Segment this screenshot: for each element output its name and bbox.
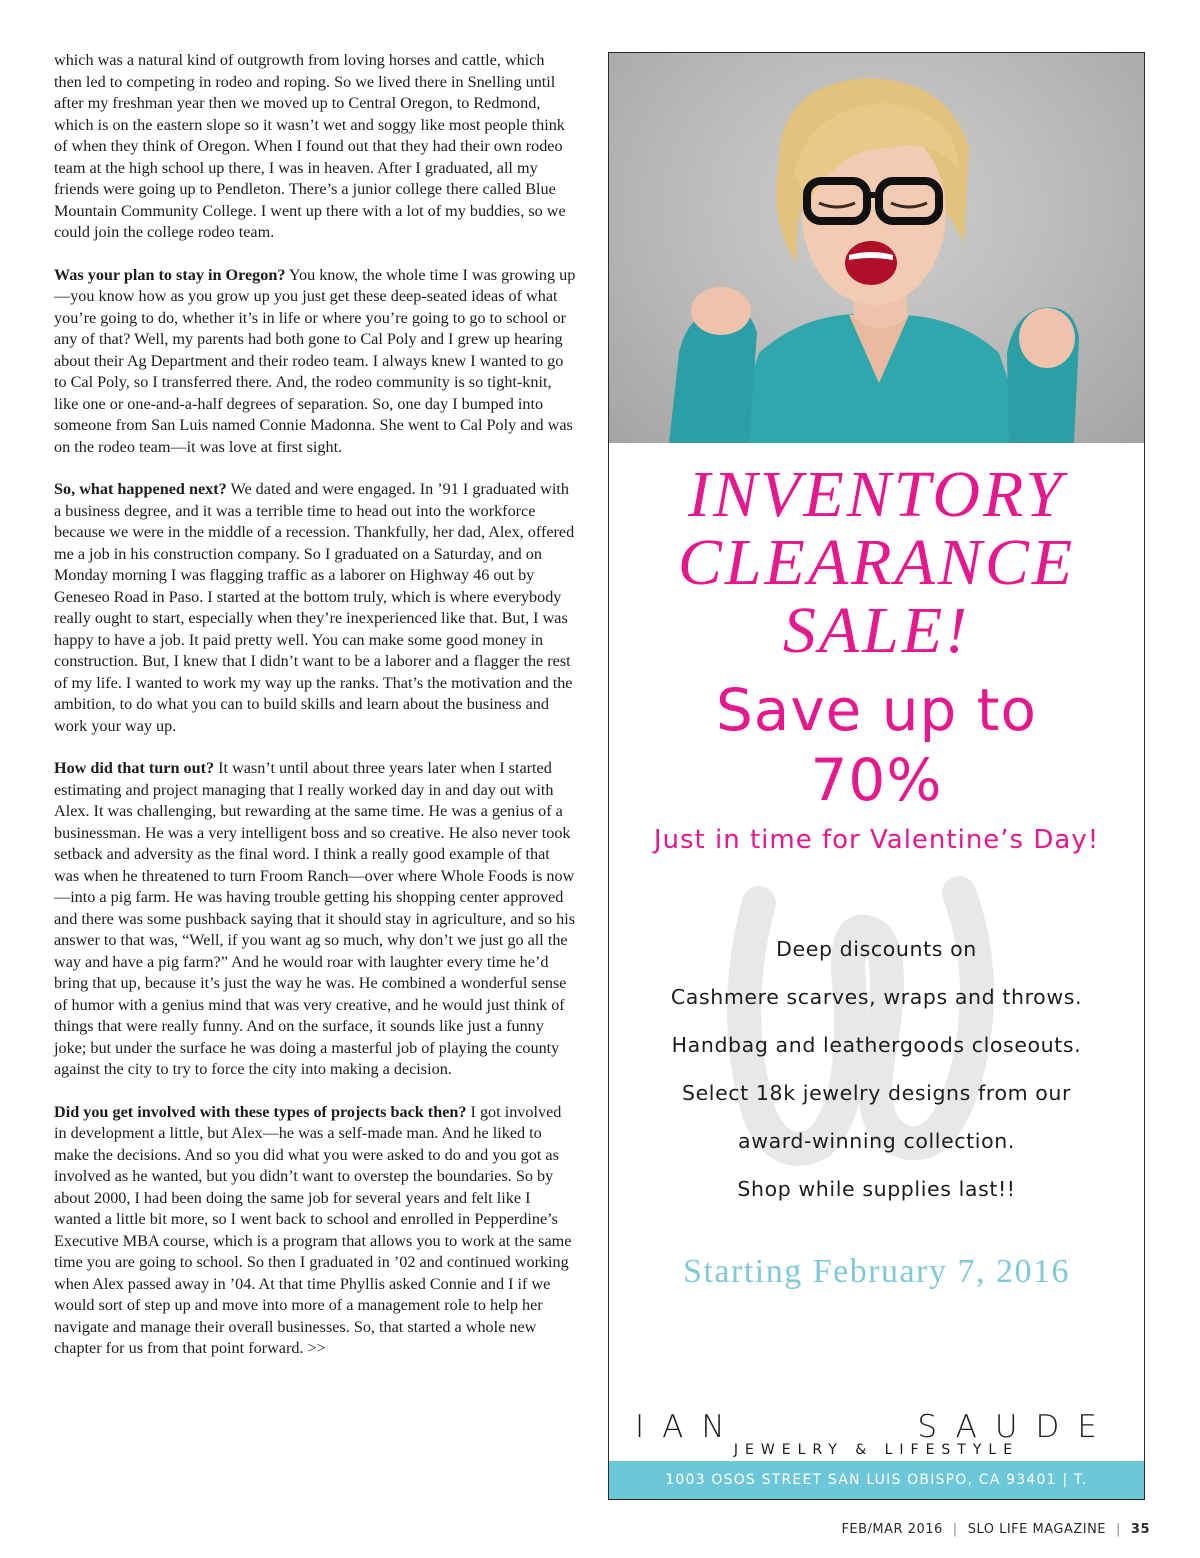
detail-line: Shop while supplies last!! [737,1177,1016,1201]
magazine-name: SLO LIFE MAGAZINE [967,1522,1107,1537]
question: Was your plan to stay in Oregon? [54,265,286,284]
page-number: 35 [1130,1522,1150,1537]
question: Did you get involved with these types of projects back then? [54,1102,467,1121]
article-column [54,50,576,1381]
headline-line: SALE! [782,594,971,667]
article-paragraph [54,1102,576,1360]
detail-line: award-winning collection. [738,1129,1015,1153]
detail-line: Deep discounts on [776,937,977,961]
ad-headline [609,458,1144,667]
detail-line: Cashmere scarves, wraps and throws. [670,985,1083,1009]
ad-tagline: Just in time for Valentine’s Day! [653,825,1100,855]
headline-line: INVENTORY [688,458,1065,531]
issue-date: FEB/MAR 2016 [841,1522,943,1537]
answer: which was a natural kind of outgrowth from loving horses and cattle, which then led to competing in rodeo and roping. So we lived there in Snelling until after my freshman year then we moved up to Central Oregon, to Redmond, which is on the eastern slope so it wasn’t wet and soggy like most people think of when they think of Oregon. When I found out that they had their own rodeo team at the high school up there, I was in heaven. After I graduated, all my friends were going up to Pendleton. There’s a junior college there called Blue Mountain Community College. I went up there with a lot of my buddies, so we could join the college rodeo team. [54,51,566,241]
folio-separator: | [952,1522,958,1537]
article-paragraph [54,265,576,459]
answer: I got involved in development a little, but Alex—he was a self-made man. And he liked to make the decisions. And so you did what you were asked to do and you got as involved as he wanted, but you didn’t want to overstep the boundaries. So by about 2000, I had been doing the same job for several years and felt like I wanted a little bit more, so I went back to school and enrolled in Pepperdine’s Executive MBA course, which is a program that allows you to work at the same time you are going to school. So then I graduated in ’02 and continued working when Alex passed away in ’04. At that time Phyllis asked Connie and I if we would sort of step up and move into more of a management role to help her navigate and manage their overall businesses. So, that started a whole new chapter for us from that point forward. >> [54,1102,572,1357]
folio-separator: | [1116,1522,1121,1537]
detail-line: Handbag and leathergoods closeouts. [671,1033,1082,1057]
page-folio [841,1522,1150,1537]
answer: We dated and were engaged. In ’91 I graduated with a business degree, and it was a terrible time to head out into the workforce because we were in the middle of a recession. Thankfully, her dad, Alex, offered me a job in his construction company. So I graduated on a Saturday, and on Monday morning I was flagging traffic as a laborer on Highway 46 out by Geneseo Road in Paso. I started at the bottom truly, which is where everybody really ought to start, especially when they’re inexperienced like that. But, I was happy to have a job. It paid pretty well. You can make some good money in construction. But, I knew that I didn’t want to be a laborer and a flagger the rest of my life. I wanted to work my way up the ranks. That’s the motivation and the ambition, to do what you can to build skills and learn about the business and work your way up. [54,480,575,735]
save-line: Save up to [715,676,1038,744]
question: So, what happened next? [54,480,227,498]
question: How did that turn out? [54,759,215,777]
article-paragraph [54,758,576,1081]
ad-save-offer [609,675,1144,815]
answer: It wasn’t until about three years later when I started estimating and project managing that I really worked day in and day out with Alex. It was challenging, but rewarding at the same time. He was a genius of a businessman. He was a very intelligent boss and so creative. He also never took setback and adversity as the final word. I think a really good example of that was when he threatened to turn Froom Ranch—over where Whole Foods is now—into a pig farm. He was having trouble getting his shopping center approved and there was some pushback saying that it should stay in agriculture, and so his answer to that was, “Well, if you want ag so much, why don’t we just go all the way and have a pig farm?” And he would roar with laughter every time he’d bring that up, because it’s just the way he was. He combined a wonderful sense of humor with a genius mind that was very creative, and he would just think of things that were really funny. And on the surface, it sounds like just a funny joke; but under the surface he was doing a masterful job of playing the county against the city to try to force the city into making a decision. [54,759,576,1078]
article-paragraph [54,50,576,244]
article-paragraph [54,479,576,737]
brand-subtitle: JEWELRY & LIFESTYLE [733,1442,1020,1458]
woman-cheering-illustration [609,53,1146,443]
brand-logo: IAN SAUDE [635,1409,1115,1445]
headline-line: CLEARANCE [677,526,1076,599]
detail-line: Select 18k jewelry designs from our [681,1081,1072,1105]
advertisement [608,52,1145,1526]
answer: You know, the whole time I was growing up—you know how as you grow up you just get these deep-seated ideas of what you’re going to do, whether it’s in life or where you’re going to go to school or any of that? Well, my parents had both gone to Cal Poly and I grew up hearing about their Ag Department and their rodeo team. I always knew I wanted to go to Cal Poly, so I transferred there. And, the rodeo community is so tight-knit, like one or one-and-a-half degrees of separation. So, one day I bumped into someone from San Luis named Connie Madonna. She went to Cal Poly and was on the rodeo team—it was love at first sight. [54,265,576,456]
ad-start-date: Starting February 7, 2016 [683,1253,1070,1290]
ad-photo [609,53,1144,443]
ad-details [609,925,1144,1213]
address-bar: 1003 OSOS STREET SAN LUIS OBISPO, CA 93401 | T. 805.784.0967 [609,1461,1144,1499]
save-line: 70% [810,746,943,814]
